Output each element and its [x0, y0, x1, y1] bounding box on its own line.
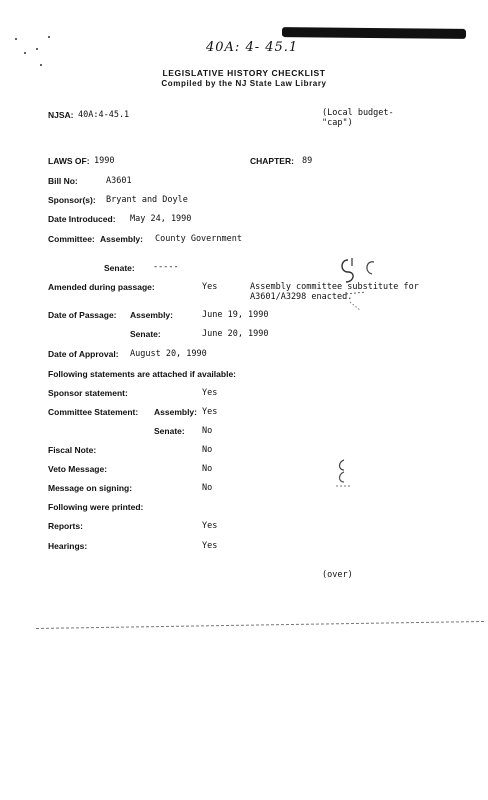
fiscal-note-value: No — [202, 445, 213, 455]
committee-statement-senate-label: Senate: — [154, 426, 185, 436]
date-introduced-value: May 24, 1990 — [130, 214, 192, 224]
committee-label: Committee: — [48, 234, 95, 244]
amended-label: Amended during passage: — [48, 282, 155, 292]
njsa-label: NJSA: — [48, 110, 74, 120]
over-note: (over) — [322, 570, 353, 580]
laws-of-label: LAWS OF: — [48, 156, 90, 166]
approval-label: Date of Approval: — [48, 349, 119, 359]
sponsor-statement-value: Yes — [202, 388, 218, 398]
njsa-note-line2: "cap") — [322, 118, 353, 128]
committee-statement-label: Committee Statement: — [48, 407, 139, 417]
committee-assembly-label: Assembly: — [100, 234, 143, 244]
chapter-label: CHAPTER: — [250, 156, 294, 166]
hearings-value: Yes — [202, 541, 218, 551]
hearings-label: Hearings: — [48, 541, 88, 551]
committee-statement-assembly-value: Yes — [202, 407, 218, 417]
date-introduced-label: Date Introduced: — [48, 214, 116, 224]
njsa-note-line1: (Local budget- — [322, 108, 394, 118]
printed-heading: Following were printed: — [48, 502, 144, 512]
committee-assembly-value: County Government — [155, 234, 242, 244]
approval-value: August 20, 1990 — [130, 349, 207, 359]
chapter-value: 89 — [302, 156, 313, 166]
bill-no-value: A3601 — [106, 176, 132, 186]
reports-label: Reports: — [48, 521, 83, 531]
passage-assembly-value: June 19, 1990 — [202, 310, 269, 320]
sponsors-label: Sponsor(s): — [48, 195, 96, 205]
committee-senate-label: Senate: — [104, 263, 135, 273]
message-signing-value: No — [202, 483, 213, 493]
message-signing-label: Message on signing: — [48, 483, 133, 493]
dashed-divider — [36, 621, 484, 629]
amended-note-line1: Assembly committee substitute for — [250, 282, 419, 292]
fiscal-note-label: Fiscal Note: — [48, 445, 97, 455]
veto-message-label: Veto Message: — [48, 464, 108, 474]
passage-assembly-label: Assembly: — [130, 310, 173, 320]
committee-statement-senate-value: No — [202, 426, 213, 436]
redaction-bar — [282, 27, 466, 39]
handwritten-statute-number: 40A: 4- 45.1 — [206, 40, 299, 55]
passage-senate-value: June 20, 1990 — [202, 329, 269, 339]
sponsors-value: Bryant and Doyle — [106, 195, 188, 205]
committee-statement-assembly-label: Assembly: — [154, 407, 197, 417]
library-stamp-mark-lower — [330, 456, 360, 492]
amended-value: Yes — [202, 282, 218, 292]
veto-message-value: No — [202, 464, 213, 474]
sponsor-statement-label: Sponsor statement: — [48, 388, 128, 398]
document-subtitle: Compiled by the NJ State Law Library — [161, 79, 327, 88]
reports-value: Yes — [202, 521, 218, 531]
njsa-value: 40A:4-45.1 — [78, 110, 130, 120]
passage-senate-label: Senate: — [130, 329, 161, 339]
committee-senate-value: ----- — [153, 262, 179, 272]
bill-no-label: Bill No: — [48, 176, 78, 186]
passage-label: Date of Passage: — [48, 310, 117, 320]
amended-note-line2: A3601/A3298 enacted. — [250, 292, 353, 302]
attached-heading: Following statements are attached if available: — [48, 369, 236, 379]
laws-of-value: 1990 — [94, 156, 115, 166]
document-title: LEGISLATIVE HISTORY CHECKLIST — [162, 68, 326, 78]
